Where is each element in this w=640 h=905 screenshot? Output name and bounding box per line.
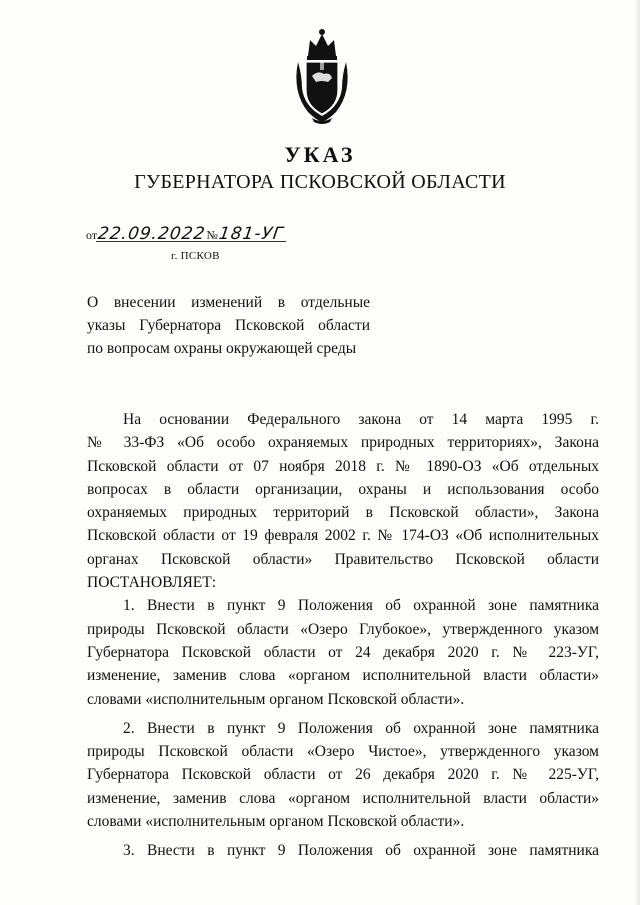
preamble-line: На основании Федерального закона от 14 марта 1995 г. [123, 411, 599, 428]
item-2-line: природы Псковской области «Озеро Чистое», утвержденного указом [87, 743, 599, 761]
item-2-line: 2. Внести в пункт 9 Положения об охранной зоне памятника [123, 719, 599, 737]
item-2-line: Губернатора Псковской области от 26 декабря 2020 г. № 225-УГ, [87, 766, 599, 784]
date-prefix: от [86, 228, 98, 242]
item-1-line: словами «исполнительным органом Псковской области». [87, 690, 465, 708]
number-prefix: № [206, 228, 218, 242]
subject-line: О внесении изменений в отдельные [87, 294, 370, 311]
item-2-line: изменение, заменив слова «органом исполнительной власти области» [87, 789, 599, 807]
item-3-line: 3. Внести в пункт 9 Положения об охранной зоне памятника [123, 842, 599, 860]
handwritten-date: 22.09.2022 [96, 224, 207, 244]
decree-body [87, 408, 599, 863]
date-underline [96, 241, 286, 242]
preamble-line: № 33-ФЗ «Об особо охраняемых природных территориях», Закона [87, 434, 599, 452]
city-label: г. ПСКОВ [171, 250, 220, 262]
preamble-line: Псковской области от 19 февраля 2002 г. № 174-ОЗ «Об исполнительных [87, 527, 599, 545]
preamble-line: органах Псковской области» Правительство Псковской области [87, 550, 599, 568]
item-1-line: 1. Внести в пункт 9 Положения об охранной зоне памятника [123, 597, 599, 615]
preamble-line: ПОСТАНОВЛЯЕТ: [87, 574, 217, 592]
page-edge-shadow [634, 0, 640, 905]
subject-line: указы Губернатора Псковской области [87, 317, 370, 334]
pskov-coat-of-arms-icon [290, 26, 354, 126]
preamble-line: вопросах в области организации, охраны и использования особо [87, 480, 599, 498]
preamble-line: охраняемых природных территорий в Псковской области», Закона [87, 504, 599, 522]
subject-line: по вопросам охраны окружающей среды [87, 340, 357, 357]
item-1-line: природы Псковской области «Озеро Глубокое», утвержденного указом [87, 620, 599, 638]
item-1-line: изменение, заменив слова «органом исполнительной власти области» [87, 667, 599, 685]
item-2-line: словами «исполнительным органом Псковской области». [87, 813, 465, 831]
decree-title: УКАЗ [284, 142, 356, 167]
preamble-line: Псковской области от 07 ноября 2018 г. № 1890-ОЗ «Об отдельных [87, 457, 599, 475]
decree-subject [87, 291, 370, 360]
handwritten-number: 181-УГ [217, 224, 285, 244]
issuer-title: ГУБЕРНАТОРА ПСКОВСКОЙ ОБЛАСТИ [134, 171, 506, 193]
item-1-line: Губернатора Псковской области от 24 декабря 2020 г. № 223-УГ, [87, 643, 599, 661]
